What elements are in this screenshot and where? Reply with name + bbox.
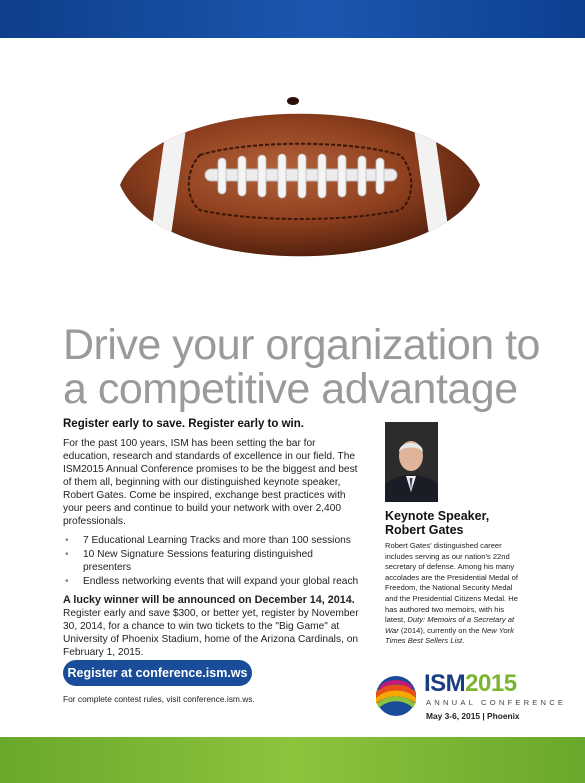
features-list [63, 534, 363, 588]
logo-dates: May 3-6, 2015 | Phoenix [426, 711, 520, 721]
bottom-color-band [0, 737, 585, 783]
list-item: • 10 New Signature Sessions featuring distinguished presenters [65, 549, 313, 573]
register-button[interactable]: Register at conference.ism.ws [63, 660, 252, 686]
speaker-photo [385, 422, 438, 502]
globe-logo-icon [372, 672, 420, 720]
list-item: • Endless networking events that will expand your global reach [65, 576, 359, 587]
ism2015-logo [372, 668, 567, 726]
bullet-icon: • [65, 535, 69, 546]
registration-column [63, 418, 363, 665]
keynote-column [385, 509, 525, 647]
keynote-bio: Robert Gates' distinguished career includes serving as our nation's 22nd secretary of defense. Among his many accolades are the Presidential Medal of Freedom, the National Security Medal and the Presidential Citizens Medal. He has authored two memoirs, with his latest, Duty: Memoirs of a Secretary at War (2014), currently on the New York Times Best Sellers List. [385, 541, 518, 646]
logo-subtitle: ANNUAL CONFERENCE [426, 698, 567, 707]
keynote-heading: Keynote Speaker, Robert Gates [385, 509, 490, 537]
football-image [100, 70, 500, 300]
logo-title: ISM2015 [424, 670, 517, 697]
headline-line-1: Drive your organization to [63, 321, 540, 369]
lucky-winner-paragraph: Register early and save $300, or better yet, register by November 30, 2014, for a chance to win two tickets to the "Big Game" at University of Phoenix Stadium, home of the Arizona Cardinals, on February 1, 2015. [63, 608, 359, 658]
page-headline [63, 323, 563, 411]
top-color-band [0, 0, 585, 38]
contest-rules-note: For complete contest rules, visit conference.ism.ws. [63, 694, 255, 704]
intro-paragraph: For the past 100 years, ISM has been setting the bar for education, research and standards of excellence in our field. The ISM2015 Annual Conference promises to be the biggest and best of them all, beginning with our distinguished keynote speaker, Robert Gates. Come be inspired, exchange best practices with your peers and continue to build your network with over 2,400 professionals. [63, 438, 358, 527]
headline-line-2: a competitive advantage [63, 365, 518, 413]
bullet-icon: • [65, 549, 69, 560]
list-item: • 7 Educational Learning Tracks and more than 100 sessions [65, 535, 351, 546]
bullet-icon: • [65, 576, 69, 587]
registration-heading: Register early to save. Register early to win. [63, 418, 304, 430]
lucky-winner-heading: A lucky winner will be announced on December 14, 2014. [63, 594, 355, 606]
